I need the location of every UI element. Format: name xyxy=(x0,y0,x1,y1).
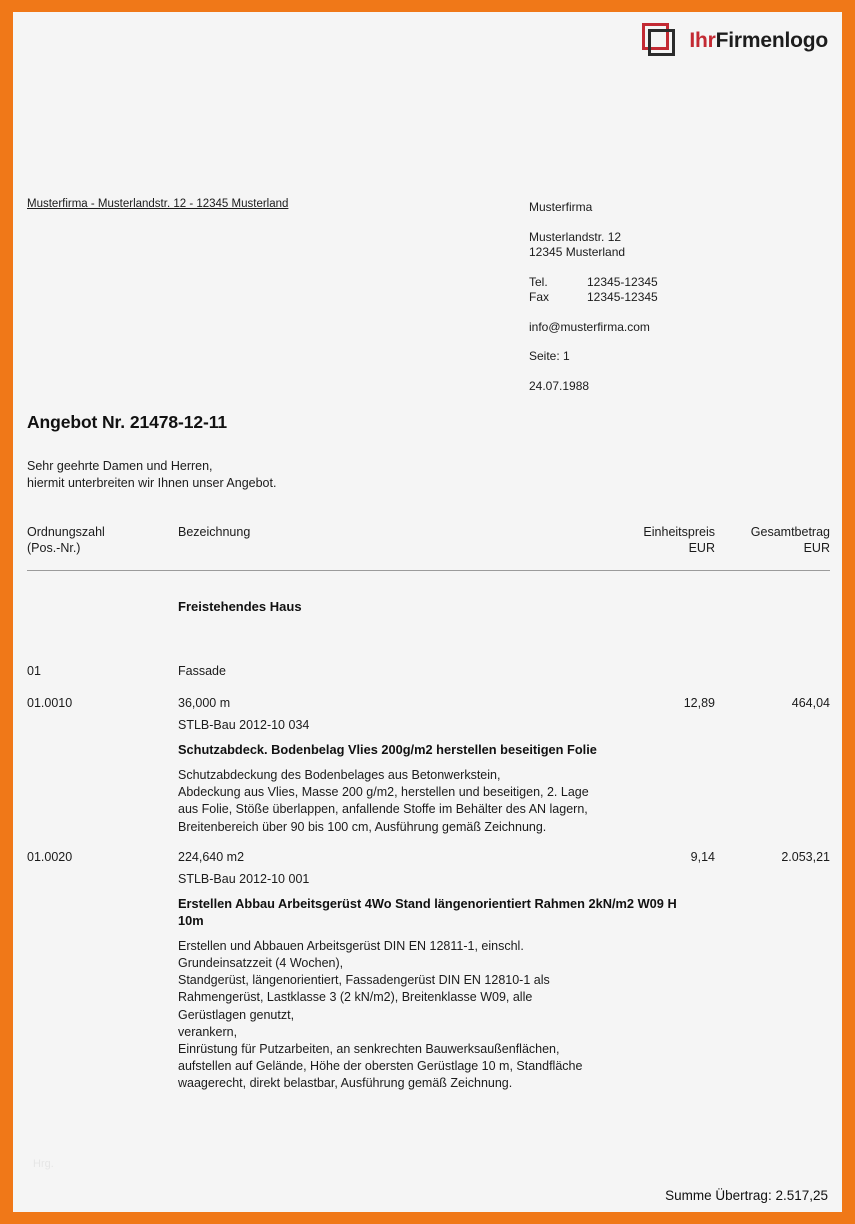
page-title: Angebot Nr. 21478-12-11 xyxy=(27,412,228,432)
logo-word-firmenlogo: Firmenlogo xyxy=(715,29,828,52)
item-description-line: Einrüstung für Putzarbeiten, an senkrechten Bauwerksaußenflächen, xyxy=(178,1042,560,1057)
item-description-line: Breitenbereich über 90 bis 100 cm, Ausführung gemäß Zeichnung. xyxy=(178,819,547,834)
item-description-line: waagerecht, direkt belastbar, Ausführung gemäß Zeichnung. xyxy=(178,1076,513,1091)
line-item-header xyxy=(27,696,830,715)
company-city: 12345 Musterland xyxy=(529,245,626,259)
column-header-total-currency: EUR xyxy=(803,541,830,555)
item-description-line: verankern, xyxy=(178,1024,238,1039)
column-header-position-line2: (Pos.-Nr.) xyxy=(27,541,81,555)
company-telephone xyxy=(529,275,658,291)
logo-wordmark xyxy=(689,29,828,53)
carry-over-total: Summe Übertrag: 2.517,25 xyxy=(665,1188,828,1203)
fax-label: Fax xyxy=(529,290,550,304)
column-header-total-line1: Gesamtbetrag xyxy=(750,525,830,539)
line-item-header xyxy=(27,850,830,869)
item-title: Schutzabdeck. Bodenbelag Vlies 200g/m2 herstellen beseitigen Folie xyxy=(178,742,597,757)
column-header-total xyxy=(700,524,830,556)
table-row xyxy=(27,696,830,836)
spacer xyxy=(529,261,658,275)
item-unit-price: 9,14 xyxy=(690,849,715,864)
footer-watermark: Hrg. xyxy=(33,1158,54,1170)
item-group-row xyxy=(27,664,830,682)
item-quantity: 224,640 m2 xyxy=(178,849,245,864)
item-description xyxy=(178,938,738,1093)
column-header-description: Bezeichnung xyxy=(178,525,251,539)
logo-word-ihr: Ihr xyxy=(689,29,716,52)
column-header-unit-price xyxy=(595,524,715,556)
company-email: info@musterfirma.com xyxy=(529,319,650,334)
company-address-block xyxy=(529,200,658,394)
table-row xyxy=(27,850,830,1093)
spacer xyxy=(529,335,658,349)
document-date: 24.07.1988 xyxy=(529,378,590,393)
salutation-block xyxy=(27,458,276,492)
logo-square-dark xyxy=(648,29,675,56)
group-name: Fassade xyxy=(178,664,226,678)
table-header-row xyxy=(27,524,830,568)
item-description-line: Erstellen und Abbauen Arbeitsgerüst DIN EN 12811-1, einschl. xyxy=(178,938,524,953)
telephone-label: Tel. xyxy=(529,274,548,289)
salutation-line-2: hiermit unterbreiten wir Ihnen unser Angebot. xyxy=(27,476,277,490)
fax-value: 12345-12345 xyxy=(587,290,658,304)
overlapping-squares-logo-icon xyxy=(640,22,680,60)
spacer xyxy=(529,216,658,230)
column-header-unit-price-line1: Einheitspreis xyxy=(643,525,715,539)
company-street: Musterlandstr. 12 xyxy=(529,229,622,244)
item-standard-code: STLB-Bau 2012-10 001 xyxy=(178,871,310,886)
item-title: Erstellen Abbau Arbeitsgerüst 4Wo Stand längenorientiert Rahmen 2kN/m2 W09 H 10m xyxy=(178,895,677,928)
item-position: 01.0010 xyxy=(27,696,73,710)
column-header-position-line1: Ordnungszahl xyxy=(27,525,105,539)
company-name: Musterfirma xyxy=(529,200,593,214)
item-quantity: 36,000 m xyxy=(178,696,231,710)
item-description xyxy=(178,767,738,836)
spacer xyxy=(529,306,658,320)
table-header-divider xyxy=(27,570,830,571)
item-description-line: Gerüstlagen genutzt, xyxy=(178,1007,295,1022)
company-logo xyxy=(640,22,828,60)
item-description-line: Standgerüst, längenorientiert, Fassadengerüst DIN EN 12810-1 als xyxy=(178,973,550,988)
item-description-line: Rahmengerüst, Lastklasse 3 (2 kN/m2), Breitenklasse W09, alle xyxy=(178,990,533,1005)
column-header-unit-price-currency: EUR xyxy=(688,541,715,555)
item-description-line: aus Folie, Stöße überlappen, anfallende Stoffe im Behälter des AN lagern, xyxy=(178,802,588,817)
salutation-line-1: Sehr geehrte Damen und Herren, xyxy=(27,459,213,473)
telephone-value: 12345-12345 xyxy=(587,274,658,289)
item-standard-code: STLB-Bau 2012-10 034 xyxy=(178,718,310,732)
page-number-info: Seite: 1 xyxy=(529,349,570,363)
item-description-line: Abdeckung aus Vlies, Masse 200 g/m2, herstellen und beseitigen, 2. Lage xyxy=(178,785,589,800)
item-description-line: Grundeinsatzzeit (4 Wochen), xyxy=(178,956,344,971)
item-description-line: Schutzabdeckung des Bodenbelages aus Betonwerkstein, xyxy=(178,768,501,782)
item-total: 2.053,21 xyxy=(781,849,830,864)
company-fax xyxy=(529,290,658,306)
item-description-line: aufstellen auf Gelände, Höhe der obersten Gerüstlage 10 m, Standfläche xyxy=(178,1059,583,1074)
item-total: 464,04 xyxy=(791,696,830,710)
page-sheet xyxy=(13,12,842,1212)
group-position: 01 xyxy=(27,664,41,678)
line-items-table xyxy=(27,524,830,1093)
return-address-line: Musterfirma - Musterlandstr. 12 - 12345 Musterland xyxy=(27,198,289,210)
spacer xyxy=(529,365,658,379)
section-title: Freistehendes Haus xyxy=(178,599,302,614)
item-position: 01.0020 xyxy=(27,849,73,864)
item-unit-price: 12,89 xyxy=(683,696,715,710)
column-header-position xyxy=(27,524,105,556)
